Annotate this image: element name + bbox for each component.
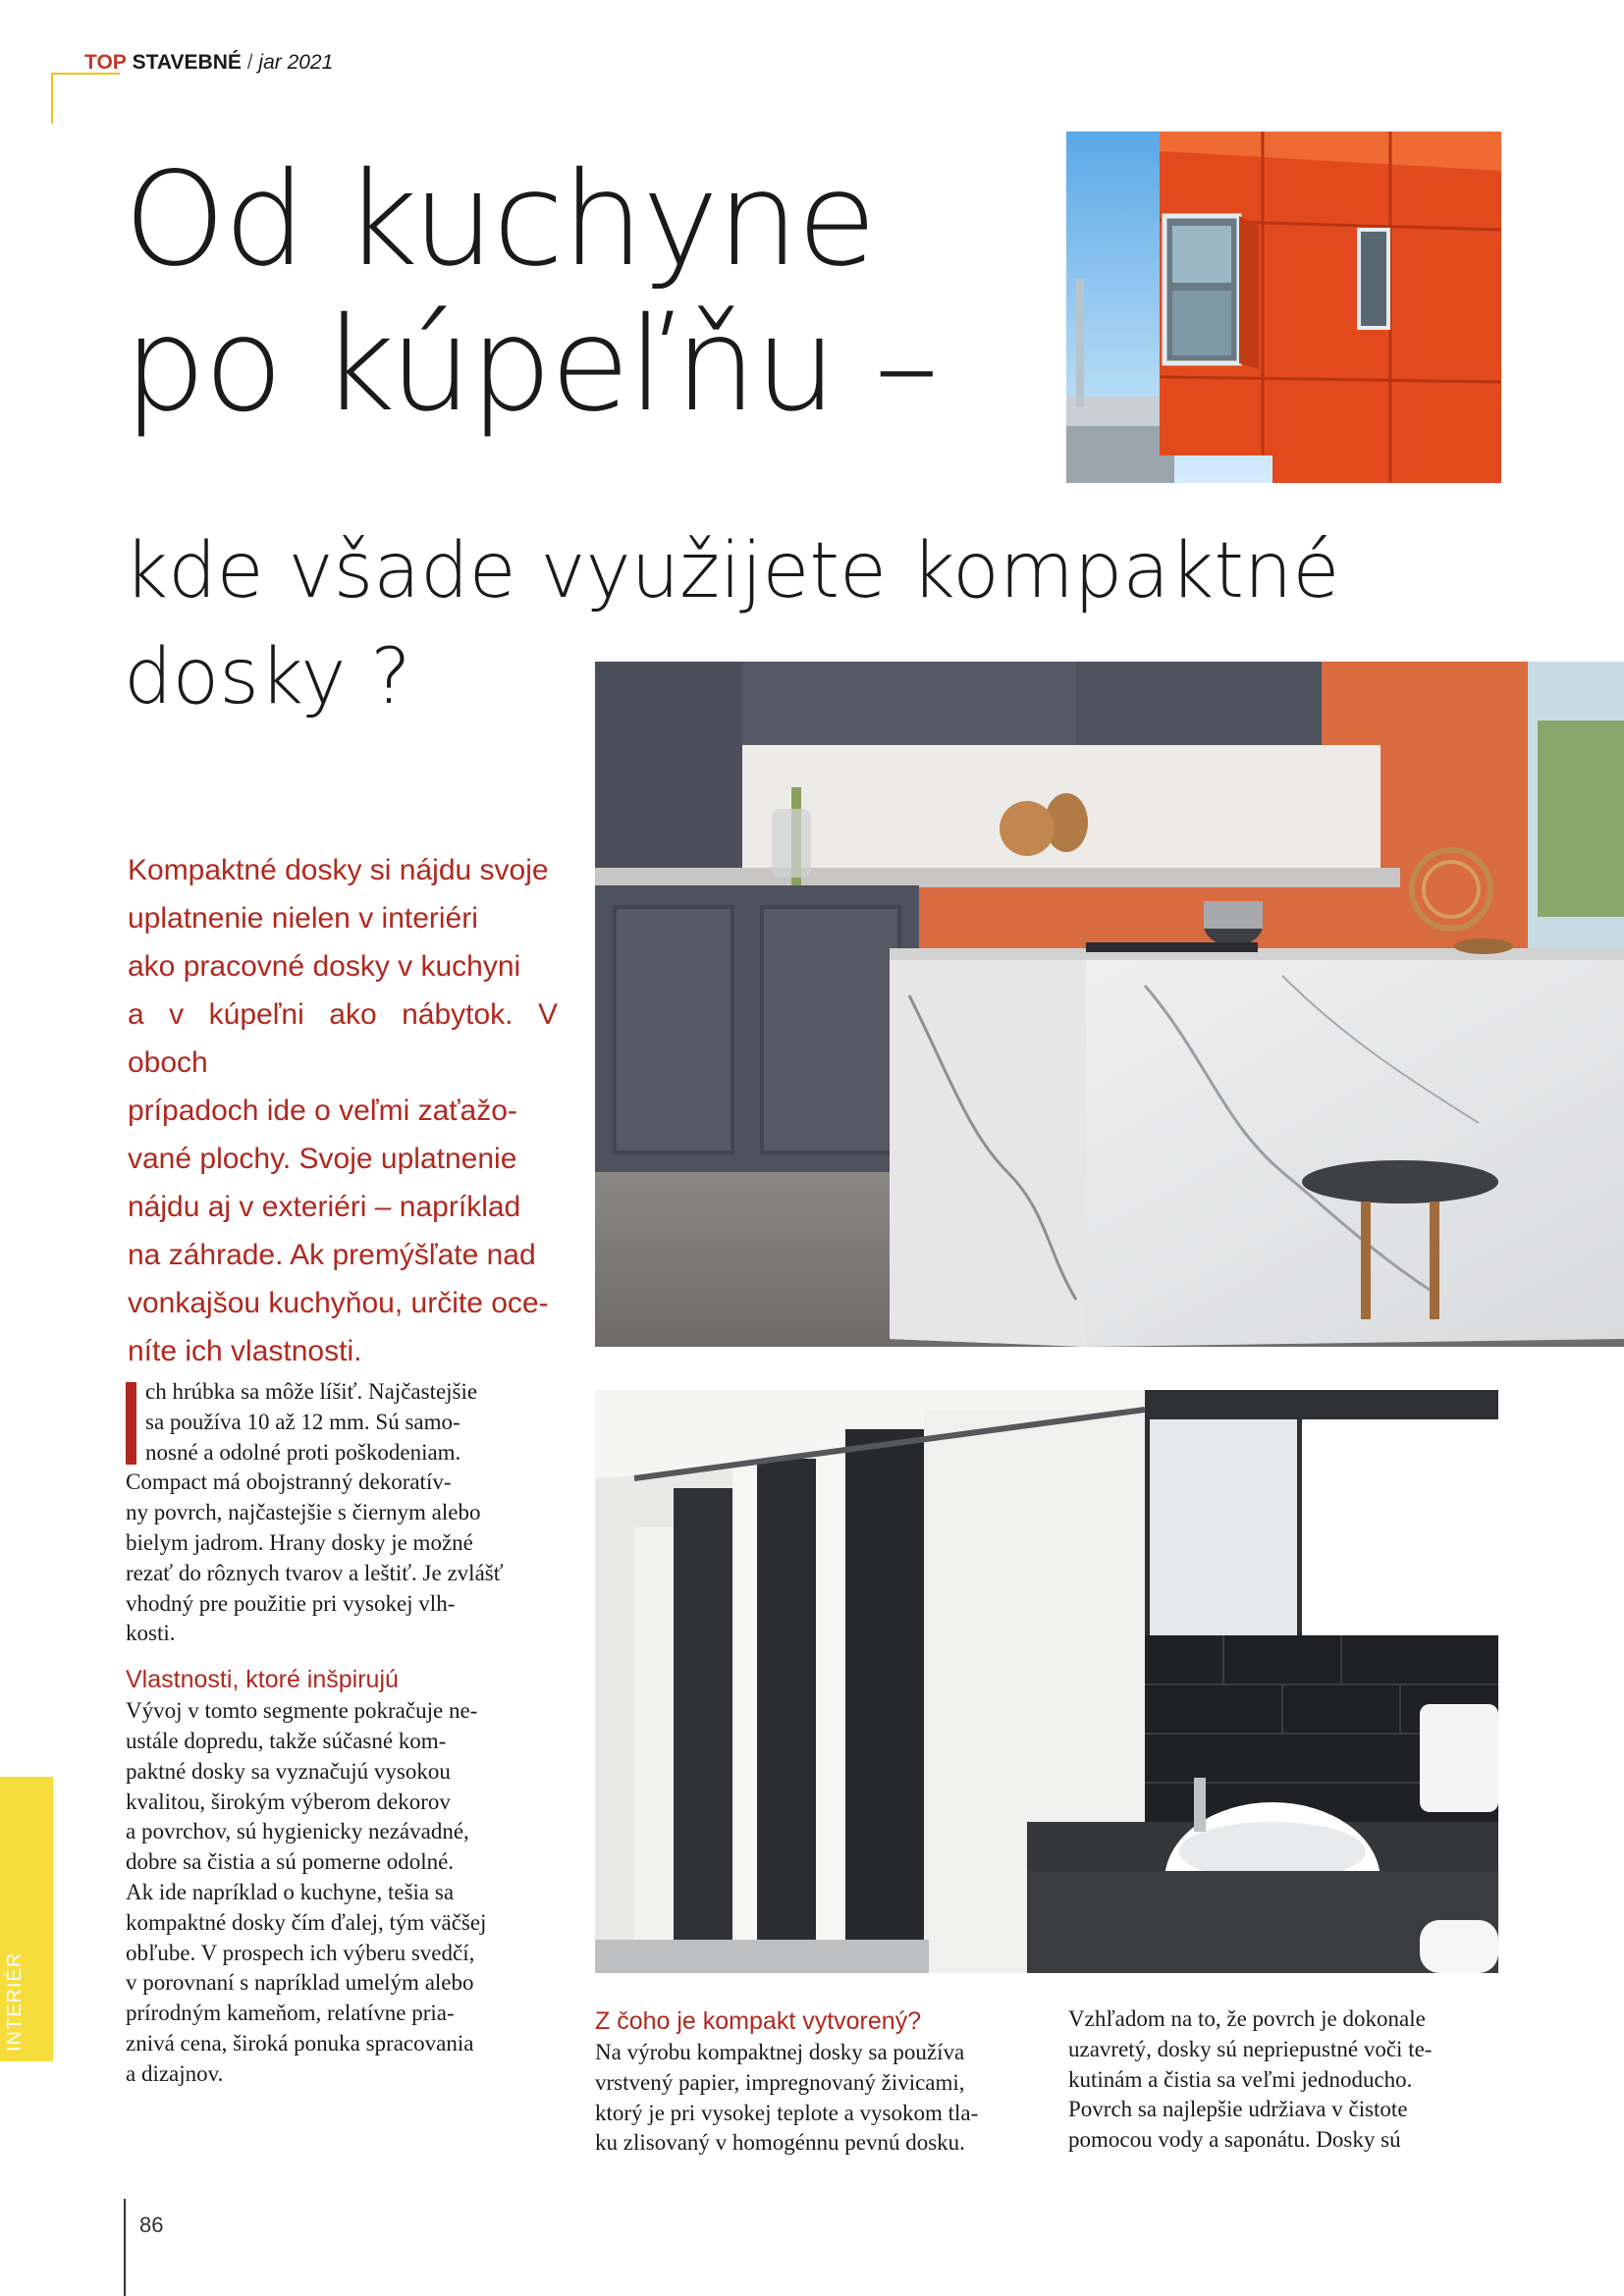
body-line: sa používa 10 až 12 mm. Sú samo- [145,1409,460,1434]
kitchen-photo [595,662,1624,1347]
footer-rule [124,2199,126,2296]
body-line: nosné a odolné proti poškodeniam. [145,1439,461,1465]
body-line: a povrchov, sú hygienicky nezávadné, [126,1819,469,1844]
brand-top: TOP [84,51,127,74]
title-line: Od kuchyne [124,144,875,295]
body-line: vhodný pre použitie pri vysokej vlh- [126,1590,456,1616]
lead-line: a v kúpeľni ako nábytok. V oboch [128,998,558,1079]
section-heading: Z čoho je kompakt vytvorený? [595,2007,922,2035]
body-line: kosti. [126,1621,176,1646]
body-line: bielym jadrom. Hrany dosky je možné [126,1529,473,1555]
body-line: vrstvený papier, impregnovaný živicami, [595,2069,965,2095]
body-line: paktné dosky sa vyznačujú vysokou [126,1758,451,1784]
body-line: kompaktné dosky čím ďalej, tým väčšej [126,1909,487,1935]
body-line: Vzhľadom na to, že povrch je dokonale [1068,2006,1426,2031]
body-line: Ak ide napríklad o kuchyne, tešia sa [126,1879,455,1904]
body-column-3 [1068,2004,1498,2156]
page-number: 86 [139,2213,164,2237]
lead-line: vané plochy. Svoje uplatnenie [128,1143,517,1175]
body-line: pomocou vody a saponátu. Dosky sú [1068,2127,1401,2153]
lead-paragraph [128,846,558,1375]
body-line: Vývoj v tomto segmente pokračuje ne- [126,1698,478,1724]
lead-line: ako pracovné dosky v kuchyni [128,950,521,983]
issue-date: jar 2021 [258,51,334,74]
running-header [84,51,333,75]
body-line: znivá cena, široká ponuka spracovania [126,2030,474,2056]
section-side-label: INTERIÉR [4,1951,26,2052]
section-heading: Vlastnosti, ktoré inšpirujú [126,1666,399,1694]
lead-line: Kompaktné dosky si nájdu svoje [128,854,549,886]
body-line: ny povrch, najčastejšie s čiernym alebo [126,1500,481,1525]
body-line: dobre sa čistia a sú pomerne odolné. [126,1849,455,1875]
lead-line: prípadoch ide o veľmi zaťažo- [128,1095,517,1127]
lead-line: níte ich vlastnosti. [128,1335,362,1367]
body-line: ktorý je pri vysokej teplote a vysokom tla- [595,2100,979,2125]
title-line: po kúpeľňu – [124,290,938,441]
body-line: kvalitou, širokým výberom dekorov [126,1789,451,1814]
subtitle-line: kde všade využijete kompaktné [124,527,1340,615]
subtitle-line: dosky ? [124,633,411,721]
facade-photo [1066,132,1501,483]
lead-line: vonkajšou kuchyňou, určite oce- [128,1287,549,1319]
body-line: ch hrúbka sa môže líšiť. Najčastejšie [145,1379,478,1404]
lead-line: nájdu aj v exteriéri – napríklad [128,1191,521,1223]
article-title [124,144,1037,441]
brand-name: STAVEBNÉ [132,51,242,74]
body-line: ustále dopredu, takže súčasné kom- [126,1728,447,1753]
body-line: Na výrobu kompaktnej dosky sa používa [595,2040,965,2064]
body-line: rezať do rôznych tvarov a leštiť. Je zvlášť [126,1560,504,1585]
body-line: prírodným kameňom, relatívne pria- [126,2001,455,2026]
body-line: kutinám a čistia sa veľmi jednoducho. [1068,2066,1413,2092]
lead-line: na záhrade. Ak premýšľate nad [128,1239,536,1271]
body-line: obľube. V prospech ich výberu svedčí, [126,1940,475,1965]
body-line: Povrch sa najlepšie udržiava v čistote [1068,2097,1408,2122]
header-separator: / [246,51,253,74]
header-rule-vertical [51,73,53,124]
body-column-1 [126,1377,556,2090]
body-line: a dizajnov. [126,2060,224,2086]
body-line: Compact má obojstranný dekoratív- [126,1469,452,1495]
bathroom-photo [595,1390,1498,1973]
body-column-2 [595,2004,1031,2159]
body-line: v porovnaní s napríklad umelým alebo [126,1970,474,1996]
body-line: uzavretý, dosky sú nepriepustné voči te- [1068,2036,1433,2061]
lead-line: uplatnenie nielen v interiéri [128,902,478,934]
body-line: ku zlisovaný v homogénnu pevnú dosku. [595,2130,965,2156]
